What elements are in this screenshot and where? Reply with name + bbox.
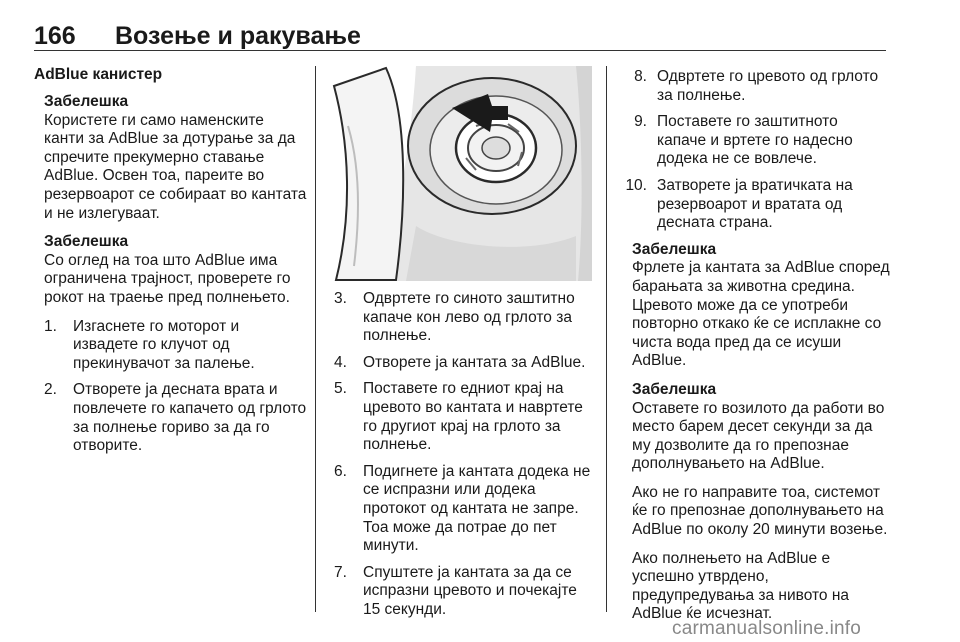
step-text: Затворете ја вратичката на резервоарот и вратата од десната страна. bbox=[657, 176, 853, 232]
step-item bbox=[334, 290, 594, 346]
note-block bbox=[623, 241, 891, 371]
column-divider bbox=[606, 66, 607, 612]
steps-list bbox=[623, 68, 891, 233]
step-number: 4. bbox=[334, 353, 347, 371]
step-text: Изгаснете го моторот и извадете го клучот од прекинувачот за палење. bbox=[73, 317, 255, 372]
page-header bbox=[34, 22, 886, 52]
note-title: Забелешка bbox=[632, 380, 717, 398]
page-number: 166 bbox=[34, 22, 76, 50]
step-number: 9. bbox=[634, 113, 647, 131]
note-text: Фрлете ја кантата за AdBlue според барањата за животна средина. Цревото може да се употреби повторно откако ќе се исплакне со чиста вода пред да се исуши AdBlue. bbox=[632, 259, 890, 370]
step-text: Отворете ја кантата за AdBlue. bbox=[363, 353, 586, 371]
step-number: 2. bbox=[44, 381, 57, 399]
note-text: Оставете го возилото да работи во место барем десет секунди за да му дозволите да го препознае дополнувањето на AdBlue. bbox=[632, 399, 885, 473]
chapter-title: Возење и ракување bbox=[115, 22, 361, 50]
step-item bbox=[334, 380, 594, 454]
note-text: Со оглед на тоа што AdBlue има ограничена трајност, проверете го рокот на траење пред полнењето. bbox=[44, 251, 291, 306]
step-text: Одвртете го цревото од грлото за полнење. bbox=[657, 68, 879, 104]
body-text: Ако не го направите тоа, системот ќе го препознае дополнувањето на AdBlue по околу 20 минути возење. bbox=[632, 483, 888, 539]
step-text: Подигнете ја кантата додека не се испразни или додека протокот од кантата не запре. Тоа може да потрае до пет минути. bbox=[363, 462, 591, 555]
note-block bbox=[623, 381, 891, 474]
step-item bbox=[334, 354, 594, 373]
filler-cap-drawing bbox=[326, 66, 592, 281]
step-number: 5. bbox=[334, 380, 347, 398]
step-number: 1. bbox=[44, 317, 57, 335]
column-divider bbox=[315, 66, 316, 612]
header-rule bbox=[34, 50, 886, 51]
step-text: Поставете го едниот крај на цревото во кантата и навртете го другиот крај на грлото за полнење. bbox=[363, 380, 583, 454]
steps-list bbox=[334, 290, 594, 620]
note-text: Користете ги само наменските канти за AdBlue за дотурање за да спречите прекумерно ставање AdBlue. Освен тоа, пареите во резервоарот се собираат во кантата и не излегуваат. bbox=[44, 111, 307, 222]
step-number: 6. bbox=[334, 462, 347, 480]
step-text: Отворете ја десната врата и повлечете го капачето од грлото за полнење гориво за да го отворите. bbox=[73, 381, 307, 455]
section-heading: AdBlue канистер bbox=[34, 66, 163, 83]
body-text: Ако полнењето на AdBlue е успешно утврдено, предупредувања за нивото на AdBlue ќе исчезнат. bbox=[632, 549, 849, 623]
note-title: Забелешка bbox=[44, 93, 129, 110]
paragraph bbox=[623, 484, 891, 540]
step-number: 10. bbox=[625, 176, 647, 194]
step-item bbox=[623, 177, 891, 233]
left-column bbox=[44, 93, 308, 464]
steps-list bbox=[44, 318, 308, 456]
note-title: Забелешка bbox=[44, 233, 129, 251]
step-item bbox=[623, 68, 891, 105]
step-item bbox=[44, 318, 308, 374]
step-item bbox=[623, 113, 891, 169]
note-block bbox=[44, 233, 308, 307]
step-item bbox=[44, 381, 308, 455]
right-column bbox=[623, 68, 891, 634]
note-title: Забелешка bbox=[632, 240, 717, 258]
middle-column bbox=[334, 290, 594, 628]
step-item bbox=[334, 463, 594, 556]
step-number: 8. bbox=[634, 68, 647, 85]
step-text: Спуштете ја кантата за да се испразни цревото и почекајте 15 секунди. bbox=[363, 563, 577, 618]
step-item bbox=[334, 564, 594, 620]
step-number: 3. bbox=[334, 290, 347, 307]
footer-watermark: carmanualsonline.info bbox=[672, 618, 862, 639]
step-text: Поставете го заштитното капаче и вртете го надесно додека не се вовлече. bbox=[657, 113, 853, 168]
step-text: Одвртете го синото заштитно капаче кон лево од грлото за полнење. bbox=[363, 290, 575, 345]
adblue-filler-neck-illustration bbox=[326, 66, 592, 281]
note-block bbox=[44, 93, 308, 223]
step-number: 7. bbox=[334, 563, 347, 581]
paragraph bbox=[623, 550, 891, 624]
